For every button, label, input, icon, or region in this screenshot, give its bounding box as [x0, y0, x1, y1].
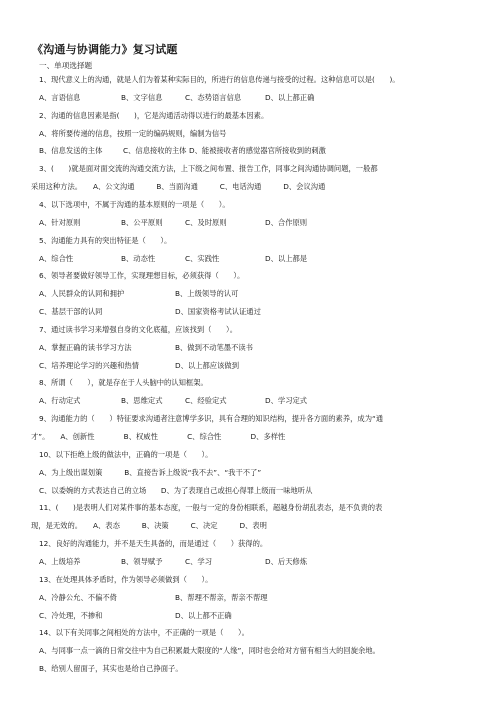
option-row [39, 307, 261, 317]
question-text: 5、沟通能力具有的突出特征是（ ）。 [39, 235, 172, 245]
answer-option: C、经验定式 [185, 396, 227, 406]
answer-option: C、培养理论学习的兴趣和热情 [39, 360, 139, 370]
answer-option: C、基层干部的认同 [39, 307, 103, 317]
question-text: 12、良好的沟通能力，并不是天生具备的，而是通过（ ）获得的。 [39, 539, 268, 549]
option-text: A、将所要传递的信息，按照一定的编码规则，编制为信号 [39, 128, 227, 138]
answer-option: B、动态性 [121, 253, 156, 263]
answer-option: D、以上都正确 [265, 92, 315, 102]
option-row [39, 396, 307, 406]
question-text: 采用这种方法。 A、公文沟通 B、当面沟通 C、电话沟通 D、会议沟通 [31, 182, 326, 192]
option-row [39, 557, 307, 567]
answer-option: B、领导赋予 [121, 556, 163, 566]
option-text: C、以委婉的方式表达自己的立场 D、为了表现自己或担心得罪上级而一味地听从 [39, 485, 313, 495]
answer-option: C、及时原则 [185, 217, 227, 227]
answer-option: B、上级领导的认可 [175, 289, 239, 299]
answer-option: B、思维定式 [121, 396, 163, 406]
answer-option: A、行动定式 [39, 396, 81, 406]
question-text: 8、所谓（ ），就是存在于人头脑中的认知框架。 [39, 378, 208, 388]
answer-option: B、信息发送的主体 [39, 146, 103, 156]
answer-option: C、态势语言信息 [185, 92, 242, 102]
option-row [39, 289, 238, 299]
question-text: 4、以下选项中，不属于沟通的基本原则的一项是（ ）。 [39, 199, 230, 209]
question-text: 7、通过读书学习来增强自身的文化底蕴，应该找到（ ）。 [39, 324, 238, 334]
document-title: 《沟通与协调能力》复习试题 [32, 43, 178, 56]
answer-option: D、国家资格考试认证通过 [175, 307, 261, 317]
question-text: 9、沟通能力的（ ）特征要求沟通者注意博学多识，具有合理的知识结构，提升各方面的素养，成为“通 [39, 414, 384, 424]
question-text: 10、以下拒绝上级的做法中，正确的一项是（ ）。 [39, 449, 213, 459]
answer-option: A、言语信息 [39, 92, 81, 102]
option-text: A、为上级出谋划策 B、直接告诉上级说“我不去”、“我干不了” [39, 467, 262, 477]
option-text: B、给别人留面子，其实也是给自己挣面子。 [39, 664, 183, 674]
answer-option: D、以上都是 [265, 253, 308, 263]
option-row [39, 93, 314, 103]
question-text: 1、现代意义上的沟通，就是人们为着某种实际目的，所进行的信息传递与接受的过程。这种信息可以是( )。 [39, 75, 400, 84]
option-row [39, 218, 307, 228]
answer-option: D、学习定式 [265, 396, 308, 406]
option-row [39, 254, 307, 264]
answer-option: A、综合性 [39, 253, 74, 263]
question-text: 13、在处理具体矛盾时，作为领导必须做到（ ）。 [39, 574, 213, 584]
answer-option: C、实践性 [185, 253, 220, 263]
question-text: 现，是无效的。 A、表态 B、决策 C、决定 D、表明 [31, 521, 267, 531]
option-row [39, 146, 326, 156]
answer-option: C、学习 [185, 556, 212, 566]
answer-option: B、文字信息 [121, 92, 163, 102]
option-row [39, 361, 239, 371]
section-heading: 一、单项选择题 [39, 61, 93, 70]
question-text: 6、领导者要做好领导工作，实现理想目标，必须获得（ ）。 [39, 271, 245, 281]
answer-option: B、公平原则 [121, 217, 163, 227]
answer-option: A、针对原则 [39, 217, 81, 227]
question-text: 才”。 A、创新性 B、权威性 C、综合性 D、多样性 [31, 432, 286, 441]
question-text: 2、沟通的信息因素是指( )，它是沟通活动得以进行的最基本因素。 [39, 110, 269, 120]
question-text: 14、以下有关同事之间相处的方法中，不正确的一项是（ ）。 [39, 628, 249, 638]
option-row [39, 611, 232, 621]
answer-option: A、上级培养 [39, 556, 81, 566]
answer-option: C、信息接收的主体 [123, 146, 187, 156]
option-row [39, 593, 268, 603]
answer-option: D、以上都不正确 [175, 610, 232, 620]
question-text: 11、( )是表明人们对某件事的基本态度，一般与一定的身份相联系，超越身份胡乱表态，是不负责的表 [39, 503, 383, 513]
question-text: 3、( )就是面对面交流的沟通交流方法，上下级之间布置、报告工作，同事之间沟通协调问题，一般都 [39, 164, 378, 174]
option-text: A、与同事一点一滴的日常交往中为自己积累最大限度的“人缘”，同时也会给对方留有相当大的回旋余地。 [39, 646, 380, 656]
answer-option: A、掌握正确的读书学习方法 [39, 342, 132, 352]
option-row [39, 343, 253, 353]
answer-option: A、冷静公允、不偏不倚 [39, 592, 117, 602]
answer-option: D、后天修炼 [265, 556, 308, 566]
answer-option: B、帮理不帮亲，帮亲不帮理 [175, 592, 268, 602]
answer-option: D、能被接收者的感觉器官所接收到的刺激 [189, 146, 326, 156]
answer-option: A、人民群众的认同和拥护 [39, 289, 125, 299]
answer-option: D、以上都应该做到 [175, 360, 239, 370]
answer-option: D、合作原则 [265, 217, 308, 227]
answer-option: B、做到不动笔墨不读书 [175, 342, 253, 352]
answer-option: C、冷处理，不掺和 [39, 610, 103, 620]
